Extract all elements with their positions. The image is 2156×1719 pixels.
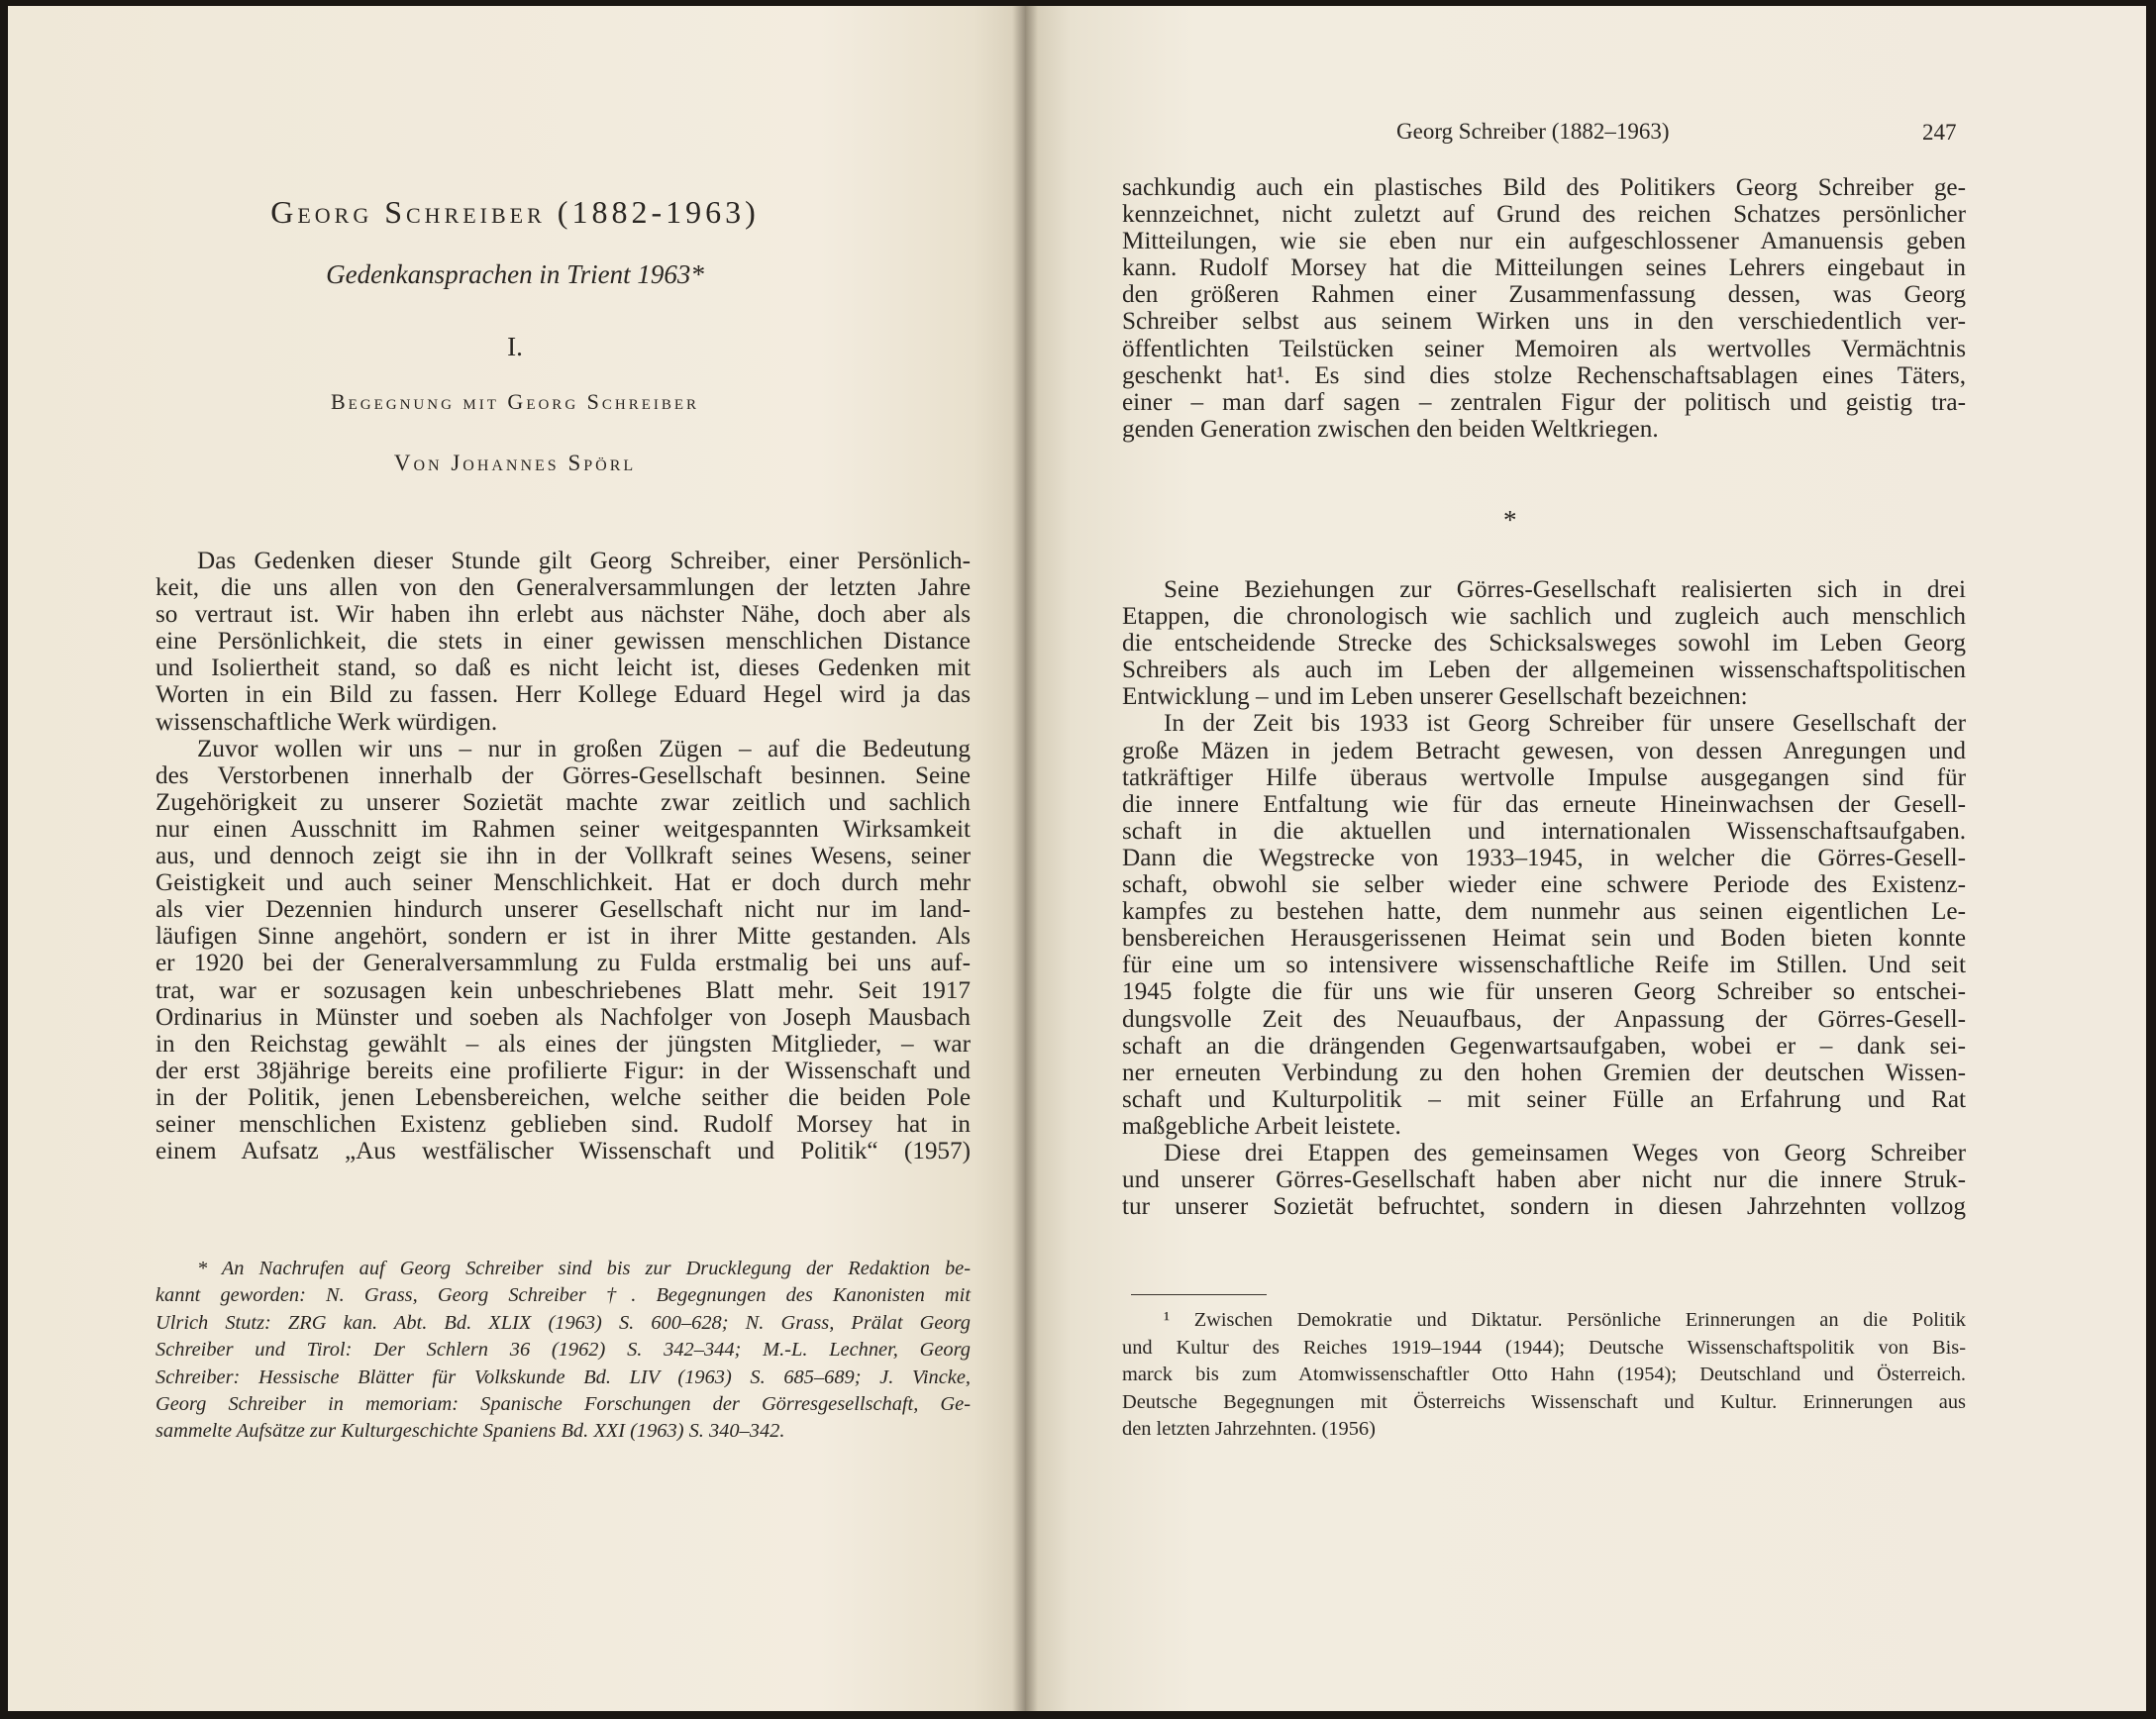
text-line: trat, war er sozusagen kein unbeschriebenes Blatt mehr. Seit 1917 — [155, 976, 971, 1004]
text-line: der erst 38jährige bereits eine profilierte Figur: in der Wissenschaft und — [155, 1057, 971, 1084]
text-line: Schreiber: Hessische Blätter für Volkskunde Bd. LIV (1963) S. 685–689; J. Vincke, — [155, 1365, 971, 1388]
text-line: und unserer Görres-Gesellschaft haben aber nicht nur die innere Struk- — [1122, 1166, 1966, 1194]
text-line: Dann die Wegstrecke von 1933–1945, in welcher die Görres-Gesell- — [1122, 844, 1966, 871]
text-line: des Verstorbenen innerhalb der Görres-Gesellschaft besinnen. Seine — [155, 761, 971, 789]
text-line: kampfes zu bestehen hatte, dem nunmehr aus seinen eigentlichen Le- — [1122, 898, 1966, 926]
author-line: Von Johannes Spörl — [393, 451, 637, 475]
text-line: in den Reichstag gewählt – als eines der jüngsten Mitglieder, – war — [155, 1030, 971, 1058]
scan-edge-right — [2146, 0, 2156, 1719]
text-line: Diese drei Etappen des gemeinsamen Weges von Georg Schreiber — [1164, 1139, 1966, 1166]
text-line: einem Aufsatz „Aus westfälischer Wissenschaft und Politik“ (1957) — [155, 1138, 971, 1165]
text-line: die innere Entfaltung wie für das erneute Hineinwachsen der Gesell- — [1122, 790, 1966, 818]
text-line: seiner menschlichen Existenz geblieben sind. Rudolf Morsey hat in — [155, 1110, 971, 1138]
text-line: Schreiber selbst aus seinem Wirken uns in den verschiedentlich ver- — [1122, 308, 1966, 336]
text-line: Zuvor wollen wir uns – nur in großen Zügen – auf die Bedeutung — [197, 735, 971, 762]
text-line: große Mäzen in jedem Betracht gewesen, von dessen Anregungen und — [1122, 737, 1966, 764]
article-title: Georg Schreiber (1882-1963) — [270, 194, 760, 230]
text-line: Ordinarius in Münster und soeben als Nachfolger von Joseph Mausbach — [155, 1003, 971, 1031]
text-line: eine Persönlichkeit, die stets in einer gewissen menschlichen Distance — [155, 628, 971, 656]
text-line: ner erneuten Verbindung zu den hohen Gremien der deutschen Wissen- — [1122, 1059, 1966, 1086]
text-line: schaft an die drängenden Gegenwartsaufgaben, wobei er – dank sei- — [1122, 1032, 1966, 1060]
right-body-text — [1122, 576, 1966, 1220]
text-line: Schreiber und Tirol: Der Schlern 36 (1962) S. 342–344; M.-L. Lechner, Georg — [155, 1339, 971, 1362]
text-line: Mitteilungen, wie sie eben nur ein aufgeschlossener Amanuensis geben — [1122, 228, 1966, 255]
text-line: die entscheidende Strecke des Schicksalsweges sowohl im Leben Georg — [1122, 630, 1966, 657]
text-line: Georg Schreiber in memoriam: Spanische Forschungen der Görresgesellschaft, Ge- — [155, 1392, 971, 1415]
text-line: dungsvolle Zeit des Neuaufbaus, der Anpassung der Görres-Gesell- — [1122, 1005, 1966, 1033]
text-line: schaft in die aktuellen und internationalen Wissenschaftsaufgaben. — [1122, 817, 1966, 845]
text-line: so vertraut ist. Wir haben ihn erlebt aus nächster Nähe, doch aber als — [155, 601, 971, 629]
text-line: Worten in ein Bild zu fassen. Herr Kollege Eduard Hegel wird ja das — [155, 681, 971, 709]
text-line: aus, und dennoch zeigt sie ihn in der Vollkraft seines Wesens, seiner — [155, 843, 971, 870]
text-line: kannt geworden: N. Grass, Georg Schreiber †. Begegnungen des Kanonisten mit — [155, 1284, 971, 1307]
text-line: maßgebliche Arbeit leistete. — [1122, 1112, 1401, 1140]
book-gutter — [1012, 0, 1038, 1719]
text-line: und Kultur des Reiches 1919–1944 (1944); Deutsche Wissenschaftspolitik von Bis- — [1122, 1336, 1966, 1359]
text-line: Seine Beziehungen zur Görres-Gesellschaft realisierten sich in drei — [1164, 576, 1966, 603]
section-number: I. — [507, 332, 523, 361]
text-line: 1945 folgte die für uns wie für unseren Georg Schreiber so entschei- — [1122, 978, 1966, 1006]
text-line: genden Generation zwischen den beiden Weltkriegen. — [1122, 415, 1659, 443]
text-line: In der Zeit bis 1933 ist Georg Schreiber für unsere Gesellschaft der — [1164, 710, 1966, 738]
text-line: Etappen, die chronologisch wie sachlich und zugleich auch menschlich — [1122, 603, 1966, 631]
text-line: er 1920 bei der Generalversammlung zu Fulda erstmalig bei uns auf- — [155, 950, 971, 977]
text-line: sammelte Aufsätze zur Kulturgeschichte Spaniens Bd. XXI (1963) S. 340–342. — [155, 1420, 785, 1443]
text-line: als vier Dezennien hindurch unserer Gesellschaft nicht nur im land- — [155, 896, 971, 924]
text-line: Deutsche Begegnungen mit Österreichs Wissenschaft und Kultur. Erinnerungen aus — [1122, 1390, 1966, 1413]
text-line: sachkundig auch ein plastisches Bild des Politikers Georg Schreiber ge- — [1122, 174, 1966, 201]
text-line: schaft und Kulturpolitik – mit seiner Fülle an Erfahrung und Rat — [1122, 1085, 1966, 1113]
text-line: den größeren Rahmen einer Zusammenfassung dessen, was Georg — [1122, 281, 1966, 309]
text-line: läufigen Sinne angehört, sondern er ist in ihrer Mitte gestanden. Als — [155, 923, 971, 951]
text-line: für eine um so intensivere wissenschaftliche Reife im Stillen. Und seit — [1122, 952, 1966, 979]
text-line: Ulrich Stutz: ZRG kan. Abt. Bd. XLIX (1963) S. 600–628; N. Grass, Prälat Georg — [155, 1311, 971, 1334]
text-line: kann. Rudolf Morsey hat die Mitteilungen seines Lehrers eingebaut in — [1122, 254, 1966, 282]
section-separator: * — [1503, 505, 1517, 535]
page-number: 247 — [1922, 120, 1957, 145]
scan-edge-left — [0, 0, 8, 1719]
text-line: Das Gedenken dieser Stunde gilt Georg Schreiber, einer Persönlich- — [197, 548, 971, 574]
article-subtitle: Gedenkansprachen in Trient 1963* — [326, 259, 704, 289]
text-line: bensbereichen Herausgerissenen Heimat sein und Boden bieten konnte — [1122, 925, 1966, 953]
section-title: Begegnung mit Georg Schreiber — [330, 389, 700, 414]
left-footnote — [155, 1256, 971, 1446]
right-footnote — [1122, 1307, 1966, 1444]
text-line: öffentlichten Teilstücken seiner Memoiren als wertvolles Vermächtnis — [1122, 335, 1966, 362]
text-line: kennzeichnet, nicht zuletzt auf Grund des reichen Schatzes persönlicher — [1122, 201, 1966, 229]
text-line: schaft, obwohl sie selber wieder eine schwere Periode des Existenz- — [1122, 871, 1966, 899]
text-line: Entwicklung – und im Leben unserer Gesellschaft bezeichnen: — [1122, 683, 1748, 711]
text-line: Geistigkeit und auch seiner Menschlichkeit. Hat er doch durch mehr — [155, 869, 971, 897]
text-line: Schreibers als auch im Leben der allgemeinen wissenschaftspolitischen — [1122, 657, 1966, 684]
text-line: keit, die uns allen von den Generalversammlungen der letzten Jahre — [155, 574, 971, 602]
footnote-rule — [1131, 1294, 1267, 1295]
scan-edge-bottom — [0, 1711, 2156, 1719]
text-line: den letzten Jahrzehnten. (1956) — [1122, 1418, 1376, 1441]
left-body-text — [155, 548, 971, 1164]
text-line: marck bis zum Atomwissenschaftler Otto Hahn (1954); Deutschland und Österreich. — [1122, 1364, 1966, 1386]
text-line: wissenschaftliche Werk würdigen. — [155, 708, 498, 736]
scan-edge-top — [0, 0, 2156, 6]
text-line: und Isoliertheit stand, so daß es nicht leicht ist, dieses Gedenken mit — [155, 655, 971, 682]
text-line: tur unserer Sozietät befruchtet, sondern in diesen Jahrzehnten vollzog — [1122, 1193, 1966, 1221]
text-line: tatkräftiger Hilfe überaus wertvolle Impulse ausgegangen sind für — [1122, 763, 1966, 791]
text-line: Zugehörigkeit zu unserer Sozietät machte zwar zeitlich und sachlich — [155, 788, 971, 816]
text-line: einer – man darf sagen – zentralen Figur der politisch und geistig tra- — [1122, 388, 1966, 416]
text-line: geschenkt hat¹. Es sind dies stolze Rechenschaftsablagen eines Täters, — [1122, 361, 1966, 389]
right-top-text — [1122, 174, 1966, 443]
text-line: nur einen Ausschnitt im Rahmen seiner weitgespannten Wirksamkeit — [155, 815, 971, 843]
running-head: Georg Schreiber (1882–1963) — [1396, 119, 1670, 144]
text-line: in der Politik, jenen Lebensbereichen, welche seither die beiden Pole — [155, 1083, 971, 1111]
text-line: ¹ Zwischen Demokratie und Diktatur. Persönliche Erinnerungen an die Politik — [1164, 1309, 1966, 1331]
text-line: * An Nachrufen auf Georg Schreiber sind bis zur Drucklegung der Redaktion be- — [197, 1258, 971, 1279]
